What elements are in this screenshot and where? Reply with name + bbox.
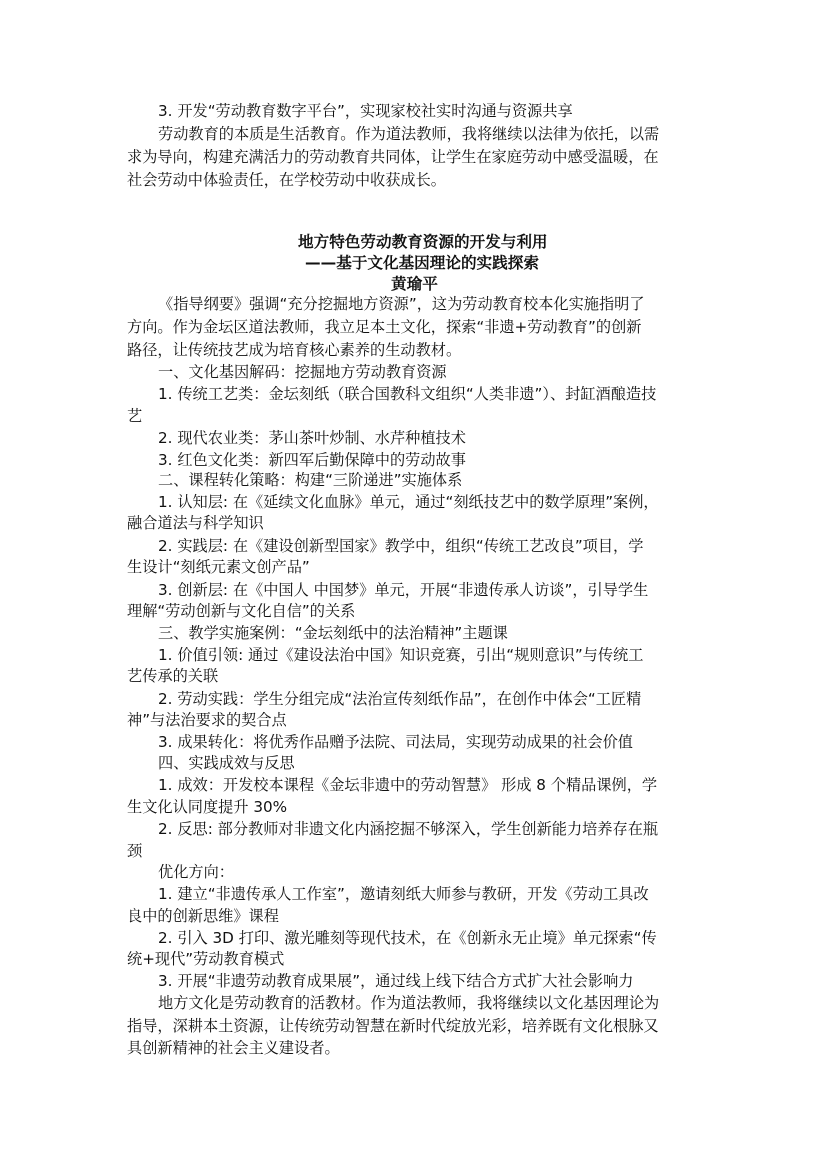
section-heading-4: 四、实践成效与反思 — [158, 754, 295, 772]
paragraph-line: 颈 — [127, 842, 143, 860]
article-author: 黄瑜平 — [391, 275, 438, 293]
paragraph-line: 社会劳动中体验责任，在学校劳动中收获成长。 — [127, 171, 446, 189]
paragraph-line: 路径，让传统技艺成为培育核心素养的生动教材。 — [127, 341, 462, 359]
paragraph-line: 方向。作为金坛区道法教师，我立足本土文化，探索“非遗+劳动教育”的创新 — [127, 318, 642, 336]
list-item: 1. 建立“非遗传承人工作室”，邀请刻纸大师参与教研，开发《劳动工具改 — [158, 885, 649, 903]
list-item: 1. 认知层: 在《延续文化血脉》单元，通过“刻纸技艺中的数学原理”案例， — [158, 493, 659, 511]
list-item: 2. 引入 3D 打印、激光雕刻等现代技术，在《创新永无止境》单元探索“传 — [158, 929, 657, 947]
paragraph-line: 劳动教育的本质是生活教育。作为道法教师，我将继续以法律为依托，以需 — [158, 125, 660, 143]
list-item: 2. 劳动实践：学生分组完成“法治宣传刻纸作品”，在创作中体会“工匠精 — [158, 690, 642, 708]
article-subtitle: ——基于文化基因理论的实践探索 — [305, 254, 539, 272]
list-item: 2. 现代农业类：茅山茶叶炒制、水芹种植技术 — [158, 429, 466, 447]
paragraph-line: 理解“劳动创新与文化自信”的关系 — [127, 602, 356, 620]
list-item: 2. 实践层: 在《建设创新型国家》教学中，组织“传统工艺改良”项目，学 — [158, 537, 644, 555]
paragraph-line: 融合道法与科学知识 — [127, 514, 264, 532]
section-heading-3: 三、教学实施案例：“金坛刻纸中的法治精神”主题课 — [158, 624, 508, 642]
paragraph-line: 艺 — [127, 407, 143, 425]
paragraph-line: 生文化认同度提升 30% — [127, 798, 288, 816]
paragraph-line: 良中的创新思维》课程 — [127, 907, 279, 925]
subheading-optimization: 优化方向： — [158, 863, 234, 881]
paragraph-line: 《指导纲要》强调“充分挖掘地方资源”，这为劳动教育校本化实施指明了 — [158, 295, 645, 313]
section-heading-2: 二、课程转化策略：构建“三阶递进”实施体系 — [158, 471, 463, 489]
list-item: 3. 红色文化类：新四军后勤保障中的劳动故事 — [158, 451, 466, 469]
paragraph-line: 求为导向，构建充满活力的劳动教育共同体，让学生在家庭劳动中感受温暖，在 — [127, 148, 659, 166]
paragraph-line: 生设计“刻纸元素文创产品” — [127, 558, 310, 576]
paragraph-line: 地方文化是劳动教育的活教材。作为道法教师，我将继续以文化基因理论为 — [158, 994, 660, 1012]
list-item: 3. 创新层: 在《中国人 中国梦》单元，开展“非遗传承人访谈”，引导学生 — [158, 581, 649, 599]
section-heading-1: 一、文化基因解码：挖掘地方劳动教育资源 — [158, 363, 447, 381]
paragraph-line: 艺传承的关联 — [127, 667, 219, 685]
paragraph-line: 神”与法治要求的契合点 — [127, 711, 287, 729]
paragraph-line: 具创新精神的社会主义建设者。 — [127, 1039, 340, 1057]
list-item: 1. 传统工艺类：金坛刻纸（联合国教科文组织“人类非遗”）、封缸酒酿造技 — [158, 385, 657, 403]
list-item: 1. 价值引领: 通过《建设法治中国》知识竞赛，引出“规则意识”与传统工 — [158, 646, 644, 664]
paragraph-line: 统+现代”劳动教育模式 — [127, 950, 285, 968]
list-item: 3. 成果转化：将优秀作品赠予法院、司法局，实现劳动成果的社会价值 — [158, 733, 633, 751]
article-title: 地方特色劳动教育资源的开发与利用 — [298, 233, 548, 251]
list-item-digital-platform: 3. 开发“劳动教育数字平台”，实现家校社实时沟通与资源共享 — [158, 102, 573, 120]
list-item: 3. 开展“非遗劳动教育成果展”，通过线上线下结合方式扩大社会影响力 — [158, 972, 634, 990]
list-item: 2. 反思: 部分教师对非遗文化内涵挖掘不够深入，学生创新能力培养存在瓶 — [158, 820, 659, 838]
list-item: 1. 成效：开发校本课程《金坛非遗中的劳动智慧》 形成 8 个精品课例，学 — [158, 776, 658, 794]
paragraph-line: 指导，深耕本土资源，让传统劳动智慧在新时代绽放光彩，培养既有文化根脉又 — [127, 1017, 659, 1035]
